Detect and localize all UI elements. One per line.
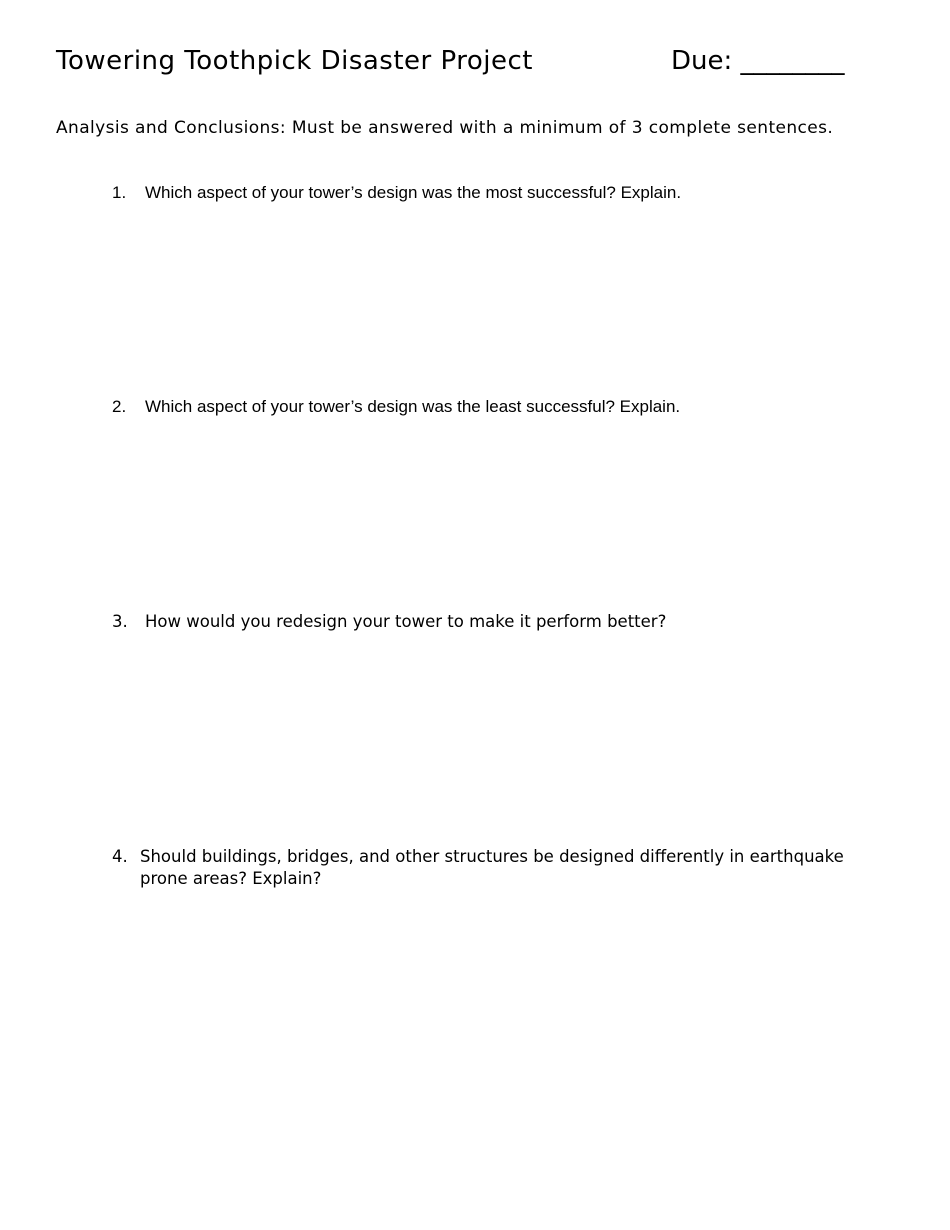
question-number: 2. [112,397,127,416]
question-4 [112,846,892,890]
question-text: How would you redesign your tower to make it perform better? [145,612,667,631]
question-number: 4. [112,847,128,866]
question-text: Which aspect of your tower’s design was the most successful? Explain. [145,183,682,202]
question-1 [112,182,892,204]
page-title: Towering Toothpick Disaster Project [56,46,533,76]
question-text: Should buildings, bridges, and other structures be designed differently in earthquake prone areas? Explain? [140,847,844,888]
question-number: 1. [112,183,127,202]
question-number: 3. [112,612,128,631]
question-text: Which aspect of your tower’s design was the least successful? Explain. [145,397,681,416]
instructions-text: Analysis and Conclusions: Must be answered with a minimum of 3 complete sentences. [56,118,834,138]
question-3 [112,611,892,633]
due-date-field: Due: ________ [671,46,845,76]
question-2 [112,396,892,418]
